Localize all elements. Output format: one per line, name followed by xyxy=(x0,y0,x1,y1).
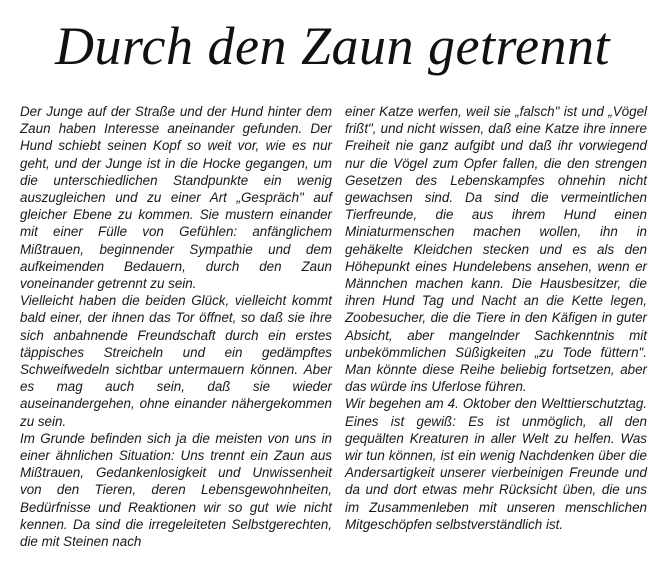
paragraph: Der Junge auf der Straße und der Hund hinter dem Zaun haben Interesse aneinander gefunden. Der Hund schiebt seinen Kopf so weit vor, wie es nur geht, und der Junge ist in die Hocke gegangen, um die unterschiedlichen Standpunkte ein wenig auszugleichen und zu einer Art „Gespräch" auf gleicher Ebene zu kommen. Sie mustern einander mit einer Fülle von Gefühlen: anfänglichem Mißtrauen, beginnender Sympathie und dem aufkeimenden Bedauern, durch den Zaun voneinander getrennt zu sein. xyxy=(20,104,332,292)
article-headline: Durch den Zaun getrennt xyxy=(55,16,610,76)
paragraph: einer Katze werfen, weil sie „falsch" ist und „Vögel frißt", und nicht wissen, daß eine Katze ihre innere Freiheit nie ganz aufgibt und daß ihr vorwiegend nur die Vögel zum Opfer fallen, die den strengen Gesetzen des Lebenskampfes ohnehin nicht gewachsen sind. Da sind die vermeintlichen Tierfreunde, die aus ihrem Hund einen Miniaturmenschen machen wollen, ihn in gehäkelte Kleidchen stecken und es als den Höhepunkt eines Hundelebens ansehen, wenn er Männchen machen kann. Die Hausbesitzer, die ihren Hund Tag und Nacht an die Kette legen, Zoobesucher, die die Tiere in den Käfigen in guter Absicht, aber mangelnder Sachkenntnis mit unbekömmlichen Süßigkeiten „zu Tode füttern". Man könnte diese Reihe beliebig fortsetzen, aber das würde ins Uferlose führen. xyxy=(345,104,647,395)
right-column xyxy=(345,103,647,533)
paragraph: Wir begehen am 4. Oktober den Welttierschutztag. Eines ist gewiß: Es ist unmöglich, all den gequälten Kreaturen in aller Welt zu helfen. Was wir tun können, ist ein wenig Nachdenken über die Andersartigkeit unserer vierbeinigen Freunde und da und dort etwas mehr Rücksicht üben, die uns im Zusammenleben mit unseren menschlichen Mitgeschöpfen selbstverständlich ist. xyxy=(345,396,647,532)
paragraph: Im Grunde befinden sich ja die meisten von uns in einer ähnlichen Situation: Uns trennt ein Zaun aus Mißtrauen, Gedankenlosigkeit und Unwissenheit von den Tieren, deren Lebensgewohnheiten, Bedürfnisse und Reaktionen wir so gut wie nicht kennen. Da sind die irregeleiteten Selbstgerechten, die mit Steinen nach xyxy=(20,430,332,550)
paragraph: Vielleicht haben die beiden Glück, vielleicht kommt bald einer, der ihnen das Tor öffnet, so daß sie ihre sich anbahnende Freundschaft durch ein erstes täppisches Streicheln und ein gedämpftes Schweifwedeln sichtbar untermauern können. Aber es mag auch sein, daß sie wieder auseinandergehen, ohne einander nähergekommen zu sein. xyxy=(20,293,332,429)
left-column xyxy=(20,103,332,550)
